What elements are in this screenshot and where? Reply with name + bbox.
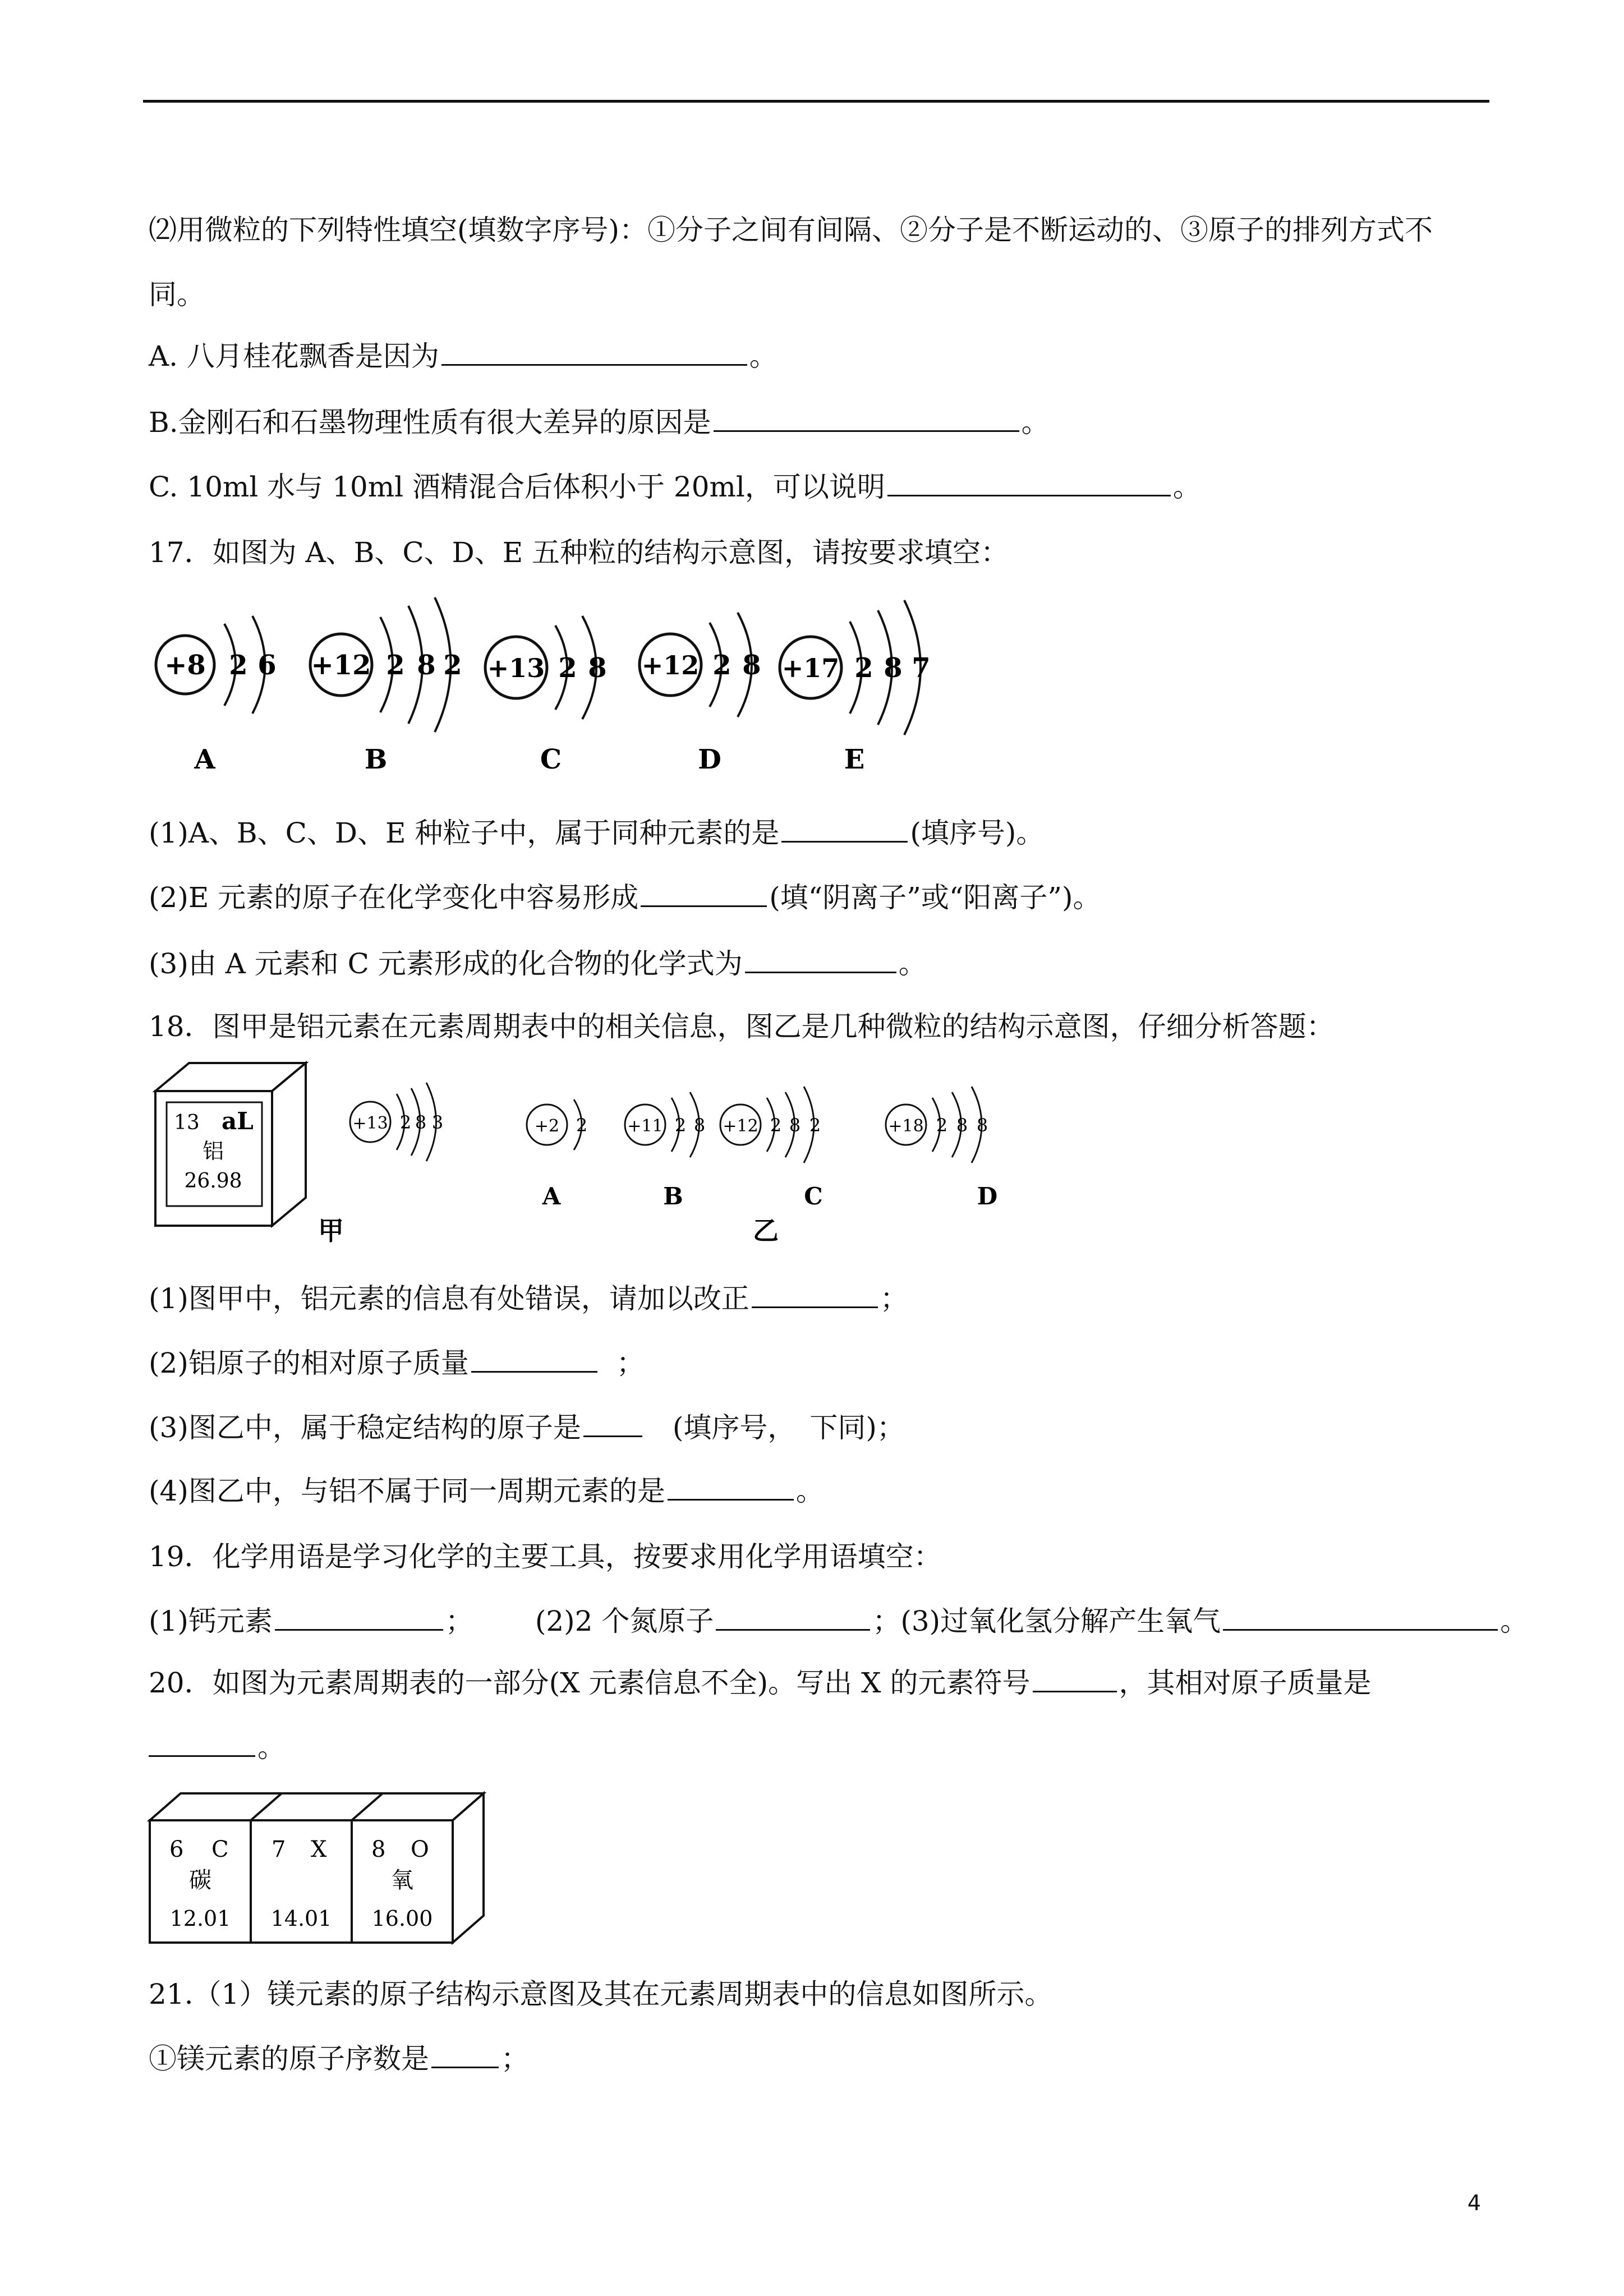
q17-p1-end: (填序号)。	[910, 817, 1045, 849]
q18-p2-end: ；	[616, 1347, 645, 1379]
q16-c-blank[interactable]	[887, 470, 1171, 496]
q17-e-nucleus: +17	[781, 653, 840, 683]
q18-cell-number: 13	[174, 1111, 200, 1134]
q18-p1-text: (1)图甲中，铝元素的信息有处错误，请加以改正	[149, 1282, 749, 1315]
q18-p4-text: (4)图乙中，与铝不属于同一周期元素的是	[149, 1475, 665, 1507]
q18-b-label: B	[663, 1182, 683, 1210]
q17-particle-e	[780, 600, 931, 775]
q21-p1-text: ①镁元素的原子序数是	[149, 2042, 429, 2075]
q19-p3-blank[interactable]	[1223, 1604, 1498, 1631]
q18-stem: 18．图甲是铝元素在元素周期表中的相关信息，图乙是几种微粒的结构示意图，仔细分析答题：	[149, 1010, 1335, 1043]
q17-p3	[149, 947, 927, 981]
q17-p3-blank[interactable]	[745, 947, 896, 973]
q17-particle-c	[485, 616, 607, 775]
q18-p1	[149, 1282, 908, 1315]
q17-e-shell-3: 7	[912, 652, 931, 684]
q18-d-shell-3: 8	[976, 1115, 988, 1136]
q18-p3-blank[interactable]	[583, 1411, 642, 1437]
q16-b-end: 。	[1021, 406, 1050, 439]
q20-o-mass: 16.00	[371, 1906, 433, 1931]
q16-c-end: 。	[1172, 471, 1201, 503]
q17-p3-end: 。	[898, 947, 927, 980]
q17-d-nucleus: +12	[641, 650, 700, 680]
q20-x-mass: 14.01	[270, 1906, 332, 1931]
q17-b-shell-1: 2	[386, 650, 405, 681]
header-rule	[143, 100, 1489, 103]
q18-al-nucleus: +13	[352, 1114, 388, 1133]
q18-p2-text: (2)铝原子的相对原子质量	[149, 1347, 469, 1379]
q20-mass-blank[interactable]	[149, 1731, 255, 1757]
q17-a-shell-2: 6	[257, 650, 277, 681]
q16-b	[149, 406, 1050, 439]
q18-d-shell-1: 2	[936, 1115, 948, 1136]
q19-parts	[149, 1604, 1528, 1638]
q18-a-nucleus: +2	[534, 1116, 560, 1136]
q18-c-shell-1: 2	[770, 1115, 782, 1136]
q18-cell-name: 铝	[202, 1139, 224, 1163]
q18-p3-end: (填序号， 下同)；	[672, 1411, 905, 1444]
q17-p1	[149, 816, 1044, 850]
q17-p3-text: (3)由 A 元素和 C 元素形成的化合物的化学式为	[149, 947, 743, 980]
q18-c-label: C	[804, 1182, 823, 1210]
q20-stem-text: 20．如图为元素周期表的一部分(X 元素信息不全)。写出 X 的元素符号	[149, 1667, 1030, 1699]
q21-p1-blank[interactable]	[431, 2042, 499, 2068]
q18-p4-end: 。	[795, 1475, 824, 1507]
q16-a-blank[interactable]	[441, 339, 747, 366]
q17-a-shell-1: 2	[229, 650, 248, 681]
q18-al-atom	[350, 1083, 443, 1161]
q16-c-text: C. 10ml 水与 10ml 酒精混合后体积小于 20ml，可以说明	[149, 471, 885, 503]
q17-e-shell-1: 2	[854, 652, 873, 684]
q19-p1-end: ；	[445, 1605, 473, 1637]
q17-c-shell-2: 8	[588, 652, 607, 684]
q19-p1-text: (1)钙元素	[149, 1605, 273, 1637]
q17-d-shell-1: 2	[712, 650, 732, 681]
q17-atom-diagrams	[146, 583, 987, 797]
q17-p2-blank[interactable]	[641, 881, 767, 907]
q17-c-label: C	[540, 744, 562, 775]
q18-p1-blank[interactable]	[752, 1282, 878, 1308]
q18-d-label: D	[977, 1182, 998, 1210]
q17-p2-text: (2)E 元素的原子在化学变化中容易形成	[149, 881, 639, 914]
q17-e-shell-2: 8	[884, 652, 903, 684]
q16-intro-cont: 同。	[149, 278, 205, 311]
q16-a-end: 。	[749, 340, 778, 372]
q18-b-shell-2: 8	[693, 1115, 706, 1136]
q17-b-shell-3: 2	[443, 650, 462, 681]
page-number: 4	[1467, 2191, 1481, 2215]
q17-b-label: B	[364, 744, 388, 775]
q18-p3	[149, 1411, 905, 1444]
q18-p1-end: ；	[880, 1282, 908, 1315]
q18-p4	[149, 1474, 824, 1508]
q18-c-nucleus: +12	[723, 1116, 758, 1136]
q18-particle-c	[720, 1087, 823, 1210]
q17-particle-a	[156, 616, 277, 775]
q18-a-label: A	[542, 1182, 561, 1210]
q21-p1-end: ；	[501, 2042, 529, 2075]
q17-particle-b	[310, 597, 462, 775]
q20-figure	[147, 1787, 495, 1949]
q20-table-cells	[147, 1787, 495, 1949]
q18-label-yi: 乙	[753, 1216, 779, 1246]
q17-c-nucleus: +13	[487, 653, 545, 683]
q17-particle-d	[640, 613, 761, 775]
q17-b-shell-2: 8	[417, 650, 436, 681]
q18-cell-mass: 26.98	[184, 1170, 242, 1193]
q18-a-shell-1: 2	[576, 1115, 588, 1136]
q16-b-blank[interactable]	[714, 406, 1019, 432]
q17-b-nucleus: +12	[311, 650, 371, 681]
q20-c-name: 碳	[189, 1867, 211, 1893]
q18-al-shell-2: 8	[415, 1112, 427, 1133]
q19-stem: 19．化学用语是学习化学的主要工具，按要求用化学用语填空：	[149, 1540, 942, 1573]
q20-symbol-blank[interactable]	[1033, 1666, 1117, 1692]
q18-diagrams	[149, 1057, 1102, 1259]
q19-p2-text: (2)2 个氮原子	[535, 1605, 714, 1637]
q17-d-label: D	[698, 744, 721, 775]
q17-p2	[149, 881, 1101, 914]
q19-p2-end: ；(3)过氧化氢分解产生氧气	[872, 1605, 1221, 1637]
q18-p3-text: (3)图乙中，属于稳定结构的原子是	[149, 1411, 581, 1444]
q18-b-nucleus: +11	[627, 1116, 663, 1136]
q16-a-text: A. 八月桂花飘香是因为	[149, 340, 439, 372]
q17-p2-end: (填“阴离子”或“阳离子”)。	[769, 881, 1101, 914]
q18-c-shell-2: 8	[789, 1115, 801, 1136]
q18-label-jia: 甲	[318, 1216, 344, 1246]
q21-p1	[149, 2042, 529, 2076]
q18-particle-b	[625, 1092, 705, 1210]
q20-c-mass: 12.01	[169, 1906, 231, 1931]
q17-p1-text: (1)A、B、C、D、E 种粒子中，属于同种元素的是	[149, 817, 780, 849]
q17-d-shell-2: 8	[742, 650, 761, 681]
q20-o-symbol: O	[411, 1837, 429, 1862]
q17-e-label: E	[844, 744, 865, 775]
q18-particle-d	[886, 1087, 997, 1210]
q17-figure	[146, 583, 987, 797]
q20-stem-end: 。	[257, 1731, 286, 1764]
q20-x-symbol: X	[311, 1837, 327, 1862]
q18-cell-symbol: aL	[222, 1107, 254, 1135]
q20-stem	[149, 1666, 1372, 1700]
q19-p3-end: 。	[1500, 1605, 1529, 1637]
q18-p2	[149, 1346, 645, 1380]
q20-c-number: 6	[169, 1837, 184, 1862]
q18-particle-a	[527, 1099, 587, 1210]
q17-a-nucleus: +8	[164, 650, 206, 681]
q21-stem: 21.（1）镁元素的原子结构示意图及其在元素周期表中的信息如图所示。	[149, 1978, 1053, 2010]
q18-cell-jia	[155, 1063, 306, 1226]
q17-a-label: A	[194, 744, 215, 775]
q17-stem: 17．如图为 A、B、C、D、E 五种粒的结构示意图，请按要求填空：	[149, 536, 1009, 569]
q17-c-shell-1: 2	[558, 652, 577, 684]
q18-b-shell-1: 2	[674, 1115, 687, 1136]
q20-c-symbol: C	[211, 1837, 229, 1862]
q17-p1-blank[interactable]	[781, 816, 908, 843]
q20-o-number: 8	[371, 1837, 386, 1862]
q16-a	[149, 339, 778, 373]
q18-figure	[149, 1057, 1102, 1259]
q19-p2-blank[interactable]	[716, 1604, 870, 1631]
q20-stem-cont	[149, 1731, 286, 1764]
q18-d-shell-2: 8	[956, 1115, 968, 1136]
q20-x-number: 7	[272, 1837, 286, 1862]
q18-d-nucleus: +18	[888, 1116, 924, 1136]
q16-intro: ⑵用微粒的下列特性填空(填数字序号)：①分子之间有间隔、②分子是不断运动的、③原子的排列方式不	[149, 214, 1433, 246]
q20-stem-mid: ，其相对原子质量是	[1119, 1667, 1372, 1699]
q18-al-shell-3: 3	[431, 1112, 444, 1133]
q18-al-shell-1: 2	[399, 1112, 412, 1133]
q19-p1-blank[interactable]	[275, 1604, 443, 1631]
q18-c-shell-3: 2	[809, 1115, 821, 1136]
q18-p2-blank[interactable]	[471, 1346, 597, 1373]
q16-b-text: B.金刚石和石墨物理性质有很大差异的原因是	[149, 406, 711, 439]
q20-o-name: 氧	[391, 1867, 413, 1893]
q16-c	[149, 470, 1201, 504]
q18-p4-blank[interactable]	[668, 1474, 794, 1501]
